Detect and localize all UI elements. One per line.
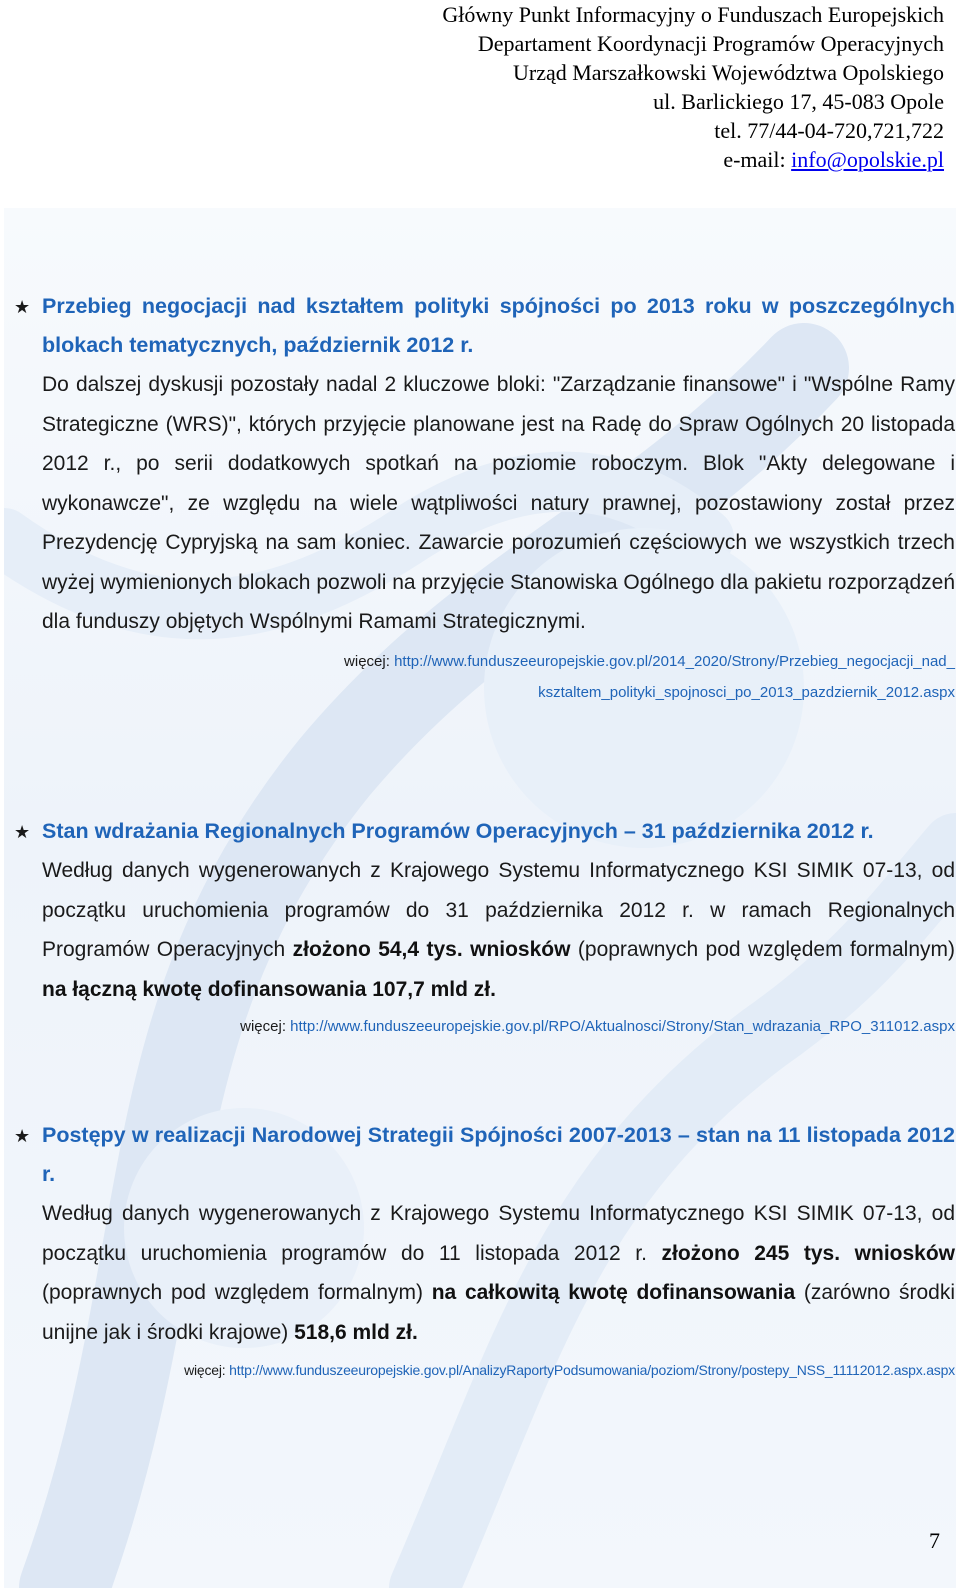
body-bold: na łączną kwotę dofinansowania 107,7 mld zł. [42,977,496,1001]
body-text: (poprawnych pod względem formalnym) [570,938,955,961]
more-link-row [42,1354,955,1386]
header-phone: tel. 77/44-04-720,721,722 [714,118,944,143]
body-text: Według danych wygenerowanych z Krajowego Systemu Informatycznego KSI SIMIK 07-13, od początku uruchomienia programów do 31 października 2012 r. w ramach Regionalnych Programów Operacyjnych [42,859,955,961]
section-title: Przebieg negocjacji nad kształtem polityki spójności po 2013 roku w poszczególnych blokach tematycznych, październik 2012 r. [42,294,955,357]
section-body: Do dalszej dyskusji pozostały nadal 2 kluczowe bloki: "Zarządzanie finansowe" i "Wspólne Ramy Strategiczne (WRS)", których przyjęcie planowane jest na Radę do Spraw Ogólnych 20 listopada 2012 r., po serii dodatkowych spotkań na poziomie roboczym. Blok "Akty delegowane i wykonawcze", ze względu na wiele wątpliwości natury prawnej, pozostawiony został przez Prezydencję Cypryjską na sam koniec. Zawarcie porozumień częściowych we wszystkich trzech wyżej wymienionych blokach pozwoli na przyjęcie Stanowiska Ogólnego dla pakietu rozporządzeń dla funduszy objętych Wspólnymi Ramami Strategicznymi. [42,373,955,633]
news-section-nss [14,1116,955,1386]
body-bold: 518,6 mld zł. [294,1320,418,1344]
body-bold: złożono 54,4 tys. wniosków [292,938,571,961]
more-link[interactable]: http://www.funduszeeuropejskie.gov.pl/2014_2020/Strony/Przebieg_negocjacji_nad_ [394,652,955,670]
more-label: więcej: [184,1362,230,1378]
header-address: ul. Barlickiego 17, 45-083 Opole [653,89,944,114]
header-organization: Główny Punkt Informacyjny o Funduszach Europejskich [442,2,944,27]
news-section-rpo [14,812,955,1043]
more-link-row [42,646,955,708]
star-bullet-icon: ★ [14,822,31,842]
body-bold: na całkowitą kwotę dofinansowania [431,1281,796,1304]
news-section-negotiations [14,287,955,708]
more-link[interactable]: http://www.funduszeeuropejskie.gov.pl/RPO/Aktualnosci/Strony/Stan_wdrazania_RPO_311012.aspx [290,1018,955,1035]
more-link-row [42,1011,955,1043]
section-body [42,851,955,1009]
header-office: Urząd Marszałkowski Województwa Opolskiego [513,60,944,85]
section-title: Postępy w realizacji Narodowej Strategii Spójności 2007-2013 – stan na 11 listopada 2012 r. [42,1123,955,1186]
section-title: Stan wdrażania Regionalnych Programów Operacyjnych – 31 października 2012 r. [42,819,874,843]
more-label: więcej: [240,1018,291,1035]
body-text: (zarówno środki unijne jak i środki krajowe) [42,1281,955,1344]
header-email-label: e-mail: [723,147,792,172]
page-number: 7 [929,1528,940,1553]
body-bold: złożono 245 tys. wniosków [661,1241,956,1265]
more-link-continued[interactable]: ksztaltem_polityki_spojnosci_po_2013_pazdziernik_2012.aspx [538,683,955,701]
star-bullet-icon: ★ [14,297,31,317]
more-link[interactable]: http://www.funduszeeuropejskie.gov.pl/AnalizyRaportyPodsumowania/poziom/Strony/postepy_NSS_11112012.aspx.aspx [229,1362,955,1378]
more-label: więcej: [344,652,395,670]
header-department: Departament Koordynacji Programów Operacyjnych [477,31,944,56]
section-body [42,1194,955,1352]
header-email-row [442,145,944,174]
star-bullet-icon: ★ [14,1126,31,1146]
body-text: (poprawnych pod względem formalnym) [42,1281,432,1304]
body-text: Według danych wygenerowanych z Krajowego Systemu Informatycznego KSI SIMIK 07-13, od początku uruchomienia programów do 11 listopada 2012 r. [42,1202,955,1265]
contact-header [442,0,944,174]
email-link[interactable]: info@opolskie.pl [791,147,944,172]
